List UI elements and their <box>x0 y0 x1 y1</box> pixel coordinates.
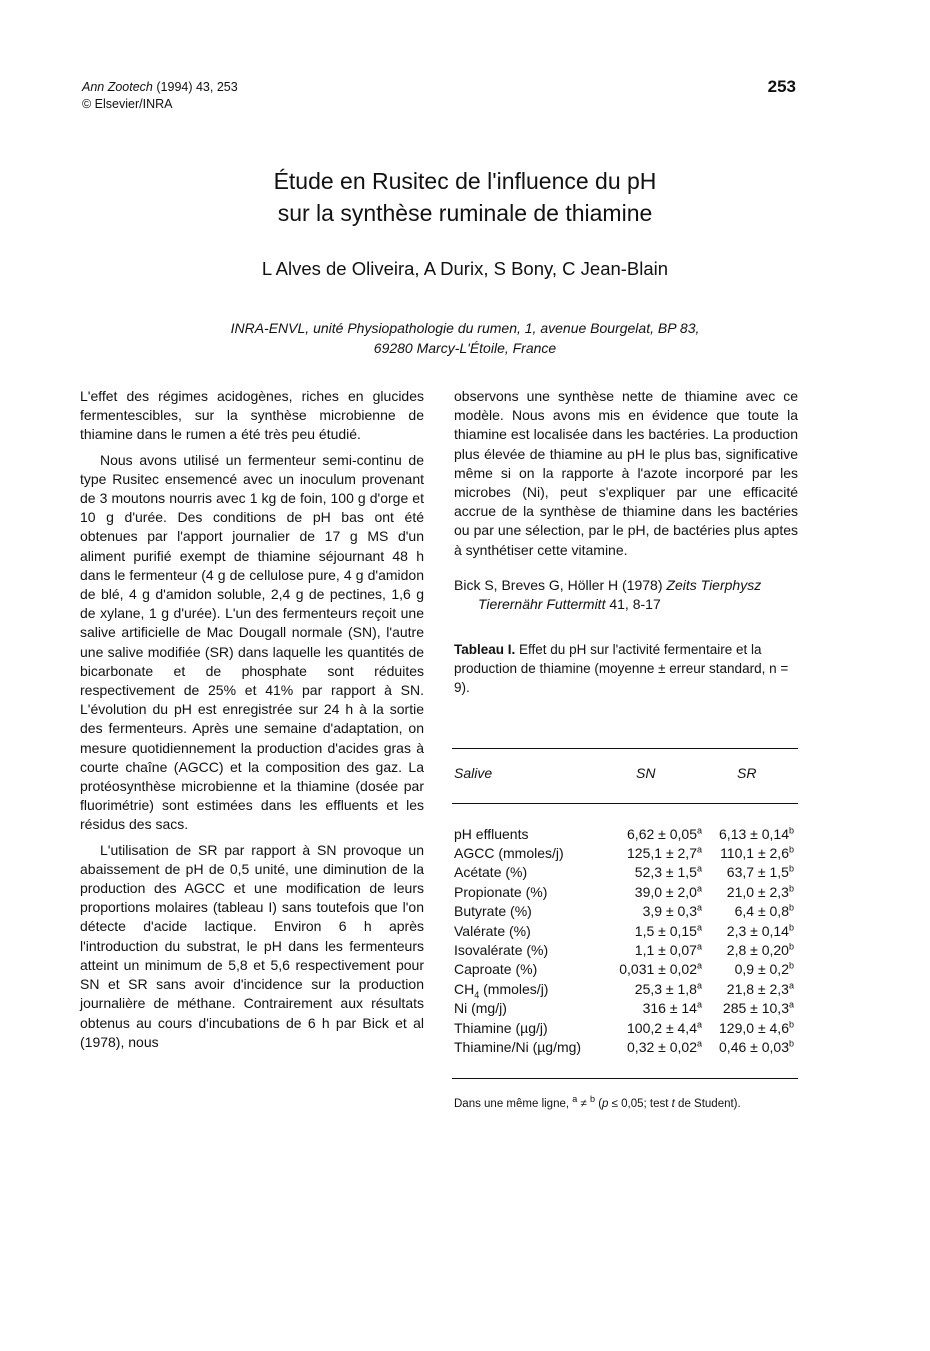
sr-value: 6,4 ± 0,8$^b$ <box>734 902 794 920</box>
sn-value: 0,32 ± 0,02$^a$ <box>627 1038 702 1055</box>
row-label: $CH_4$ (mmoles/j) <box>454 980 549 1000</box>
sn-value: 3,9 ± 0,3$^a$ <box>642 902 702 920</box>
table-header-sn: SN <box>636 765 656 781</box>
table-body <box>454 824 800 1057</box>
table-header-rule <box>452 803 798 804</box>
table-footnote: Dans une même ligne, $^a$ ≠ $^b$ (p ≤ 0,05; test t de Student). <box>454 1094 741 1110</box>
table-row <box>454 882 800 901</box>
table-row <box>454 979 800 998</box>
page-number: 253 <box>767 77 796 96</box>
sn-value: 25,3 ± 1,8$^a$ <box>634 980 702 997</box>
right-column <box>454 387 798 697</box>
sn-value: 52,3 ± 1,5$^a$ <box>634 863 702 881</box>
table-row <box>454 940 800 959</box>
title-line-1: Étude en Rusitec de l'influence du pH <box>273 168 657 194</box>
sn-value: 6,62 ± 0,05$^a$ <box>627 825 702 842</box>
row-label: Thiamine/Ni (µg/mg) <box>454 1038 582 1055</box>
row-label: AGCC (mmoles/j) <box>454 845 564 862</box>
table-row <box>454 902 800 921</box>
row-label: Caproate (%) <box>454 961 538 978</box>
table-row <box>454 960 800 979</box>
reference <box>454 576 798 614</box>
sn-value: 39,0 ± 2,0$^a$ <box>634 883 702 900</box>
journal-name: Ann Zootech <box>82 80 153 94</box>
left-column <box>80 387 424 1052</box>
table-row <box>454 1037 800 1056</box>
affiliation-line-2: 69280 Marcy-L'Étoile, France <box>373 340 557 356</box>
sr-value: 0,46 ± 0,03$^b$ <box>719 1038 794 1055</box>
paragraph: L'utilisation de SR par rapport à SN provoque un abaissement de pH de 0,5 unité, une diminution de la production des AGCC et une modification de leurs proportions molaires (tableau I) sans toutefois que l'on détecte d'acide lactique. Environ 6 h après l'introduction du substrat, le pH dans les fermenteurs atteint un minimum de 5,8 et 5,6 respectivement pour SN et SR sans avoir d'incidence sur la production journalière de méthane. Contrairement aux résultats obtenus au cours d'incubations de 6 h par Bick et al (1978), nous <box>80 841 424 1050</box>
table-caption <box>454 640 798 697</box>
affiliation <box>0 318 930 358</box>
table-row <box>454 843 800 862</box>
reference-volume: 41, 8-17 <box>609 596 661 613</box>
table-row <box>454 921 800 940</box>
table-header-salive: Salive <box>454 765 493 781</box>
paper-title <box>0 165 930 229</box>
table-bottom-rule <box>452 1078 798 1079</box>
row-label: Ni (mg/j) <box>454 1000 507 1017</box>
sr-value: 21,0 ± 2,3$^b$ <box>726 883 794 900</box>
row-label: Butyrate (%) <box>454 903 532 920</box>
row-label: Acétate (%) <box>454 864 528 881</box>
sn-value: 1,5 ± 0,15$^a$ <box>634 921 702 939</box>
paragraph: Nous avons utilisé un fermenteur semi-continu de type Rusitec ensemencé avec un inoculum provenant de 3 moutons nourris avec 1 kg de foin, 100 g d'orge et 10 g d'urée. Des conditions de pH bas ont été obtenues par l'apport journalier de 17 g MS d'un aliment purifié exempt de thiamine séjournant 48 h dans le fermenteur (4 g de cellulose pure, 4 g d'amidon de blé, 4 g d'amidon soluble, 2,4 g de pectines, 1,6 g de xylane, 1 g d'urée). L'un des fermenteurs reçoit une salive artificielle de Mac Dougall normale (SN), l'autre une salive modifiée (SR) dans laquelle les quantités de bicarbonate et de phosphate sont réduites respectivement de 25% et 41% par rapport à SN. L'évolution du pH est enregistrée sur 24 h à la sortie des fermenteurs. Après une semaine d'adaptation, on mesure quotidiennement la production d'acides gras à courte chaîne (AGCC) et la composition des gaz. La protéosynthèse microbienne et la thiamine (dosée par fluorimétrie) sont estimées dans les effluents et les résidus des sacs. <box>80 451 424 833</box>
row-label: Valérate (%) <box>454 922 531 939</box>
sr-value: 110,1 ± 2,6$^b$ <box>720 844 794 862</box>
copyright: © Elsevier/INRA <box>82 97 173 111</box>
sr-value: 63,7 ± 1,5$^b$ <box>726 863 794 881</box>
sn-value: $316 \pm 14^a$ <box>642 999 702 1017</box>
sr-value: 2,8 ± 0,20$^b$ <box>726 941 794 959</box>
table-top-rule <box>452 748 798 749</box>
paragraph: observons une synthèse nette de thiamine avec ce modèle. Nous avons mis en évidence que toute la thiamine est localisée dans les bactéries. La production plus élevée de thiamine au pH le plus bas, significative même si on la rapporte à l'azote incorporé par les microbes (Ni), peut s'expliquer par une efficacité accrue de la synthèse de thiamine dans les bactéries ou par une sélection, par le pH, de bactéries plus aptes à synthétiser cette vitamine. <box>454 388 798 558</box>
sr-value: 0,9 ± 0,2$^b$ <box>734 960 794 978</box>
table-row <box>454 824 800 843</box>
table-caption-label: Tableau I. <box>454 642 516 658</box>
sr-value: 129,0 ± 4,6$^b$ <box>719 1018 794 1036</box>
sn-value: 100,2 ± 4,4$^a$ <box>627 1018 702 1036</box>
table-row <box>454 863 800 882</box>
running-header <box>82 79 238 113</box>
reference-authors: Bick S, Breves G, Höller H (1978) <box>454 576 663 593</box>
affiliation-line-1: INRA-ENVL, unité Physiopathologie du rumen, 1, avenue Bourgelat, BP 83, <box>230 320 700 336</box>
row-label: Thiamine (µg/j) <box>454 1019 548 1036</box>
sr-value: 285 ± 10,3$^a$ <box>722 999 794 1017</box>
title-line-2: sur la synthèse ruminale de thiamine <box>277 200 653 226</box>
table-row <box>454 999 800 1018</box>
sr-value: 2,3 ± 0,14$^b$ <box>726 921 794 939</box>
row-label: Propionate (%) <box>454 883 548 900</box>
citation: (1994) 43, 253 <box>156 80 238 94</box>
table-caption-text: Effet du pH sur l'activité fermentaire et la production de thiamine (moyenne ± erreur standard, n = 9). <box>454 642 789 696</box>
row-label: Isovalérate (%) <box>454 942 549 959</box>
reference-journal: Zeits Tierphysz Tierernähr Futtermitt <box>478 576 762 613</box>
sn-value: 0,031 ± 0,02$^a$ <box>619 960 702 978</box>
sr-value: 6,13 ± 0,14$^b$ <box>719 825 794 842</box>
table-header-sr: SR <box>737 765 757 781</box>
row-label: pH effluents <box>454 825 529 842</box>
table-row <box>454 1018 800 1037</box>
sn-value: 1,1 ± 0,07$^a$ <box>634 941 702 959</box>
paragraph: L'effet des régimes acidogènes, riches en glucides fermentescibles, sur la synthèse microbienne de thiamine dans le rumen a été très peu étudié. <box>80 388 424 443</box>
sn-value: 125,1 ± 2,7$^a$ <box>627 844 702 862</box>
sr-value: 21,8 ± 2,3$^a$ <box>726 980 794 997</box>
authors: L Alves de Oliveira, A Durix, S Bony, C Jean-Blain <box>261 258 669 279</box>
